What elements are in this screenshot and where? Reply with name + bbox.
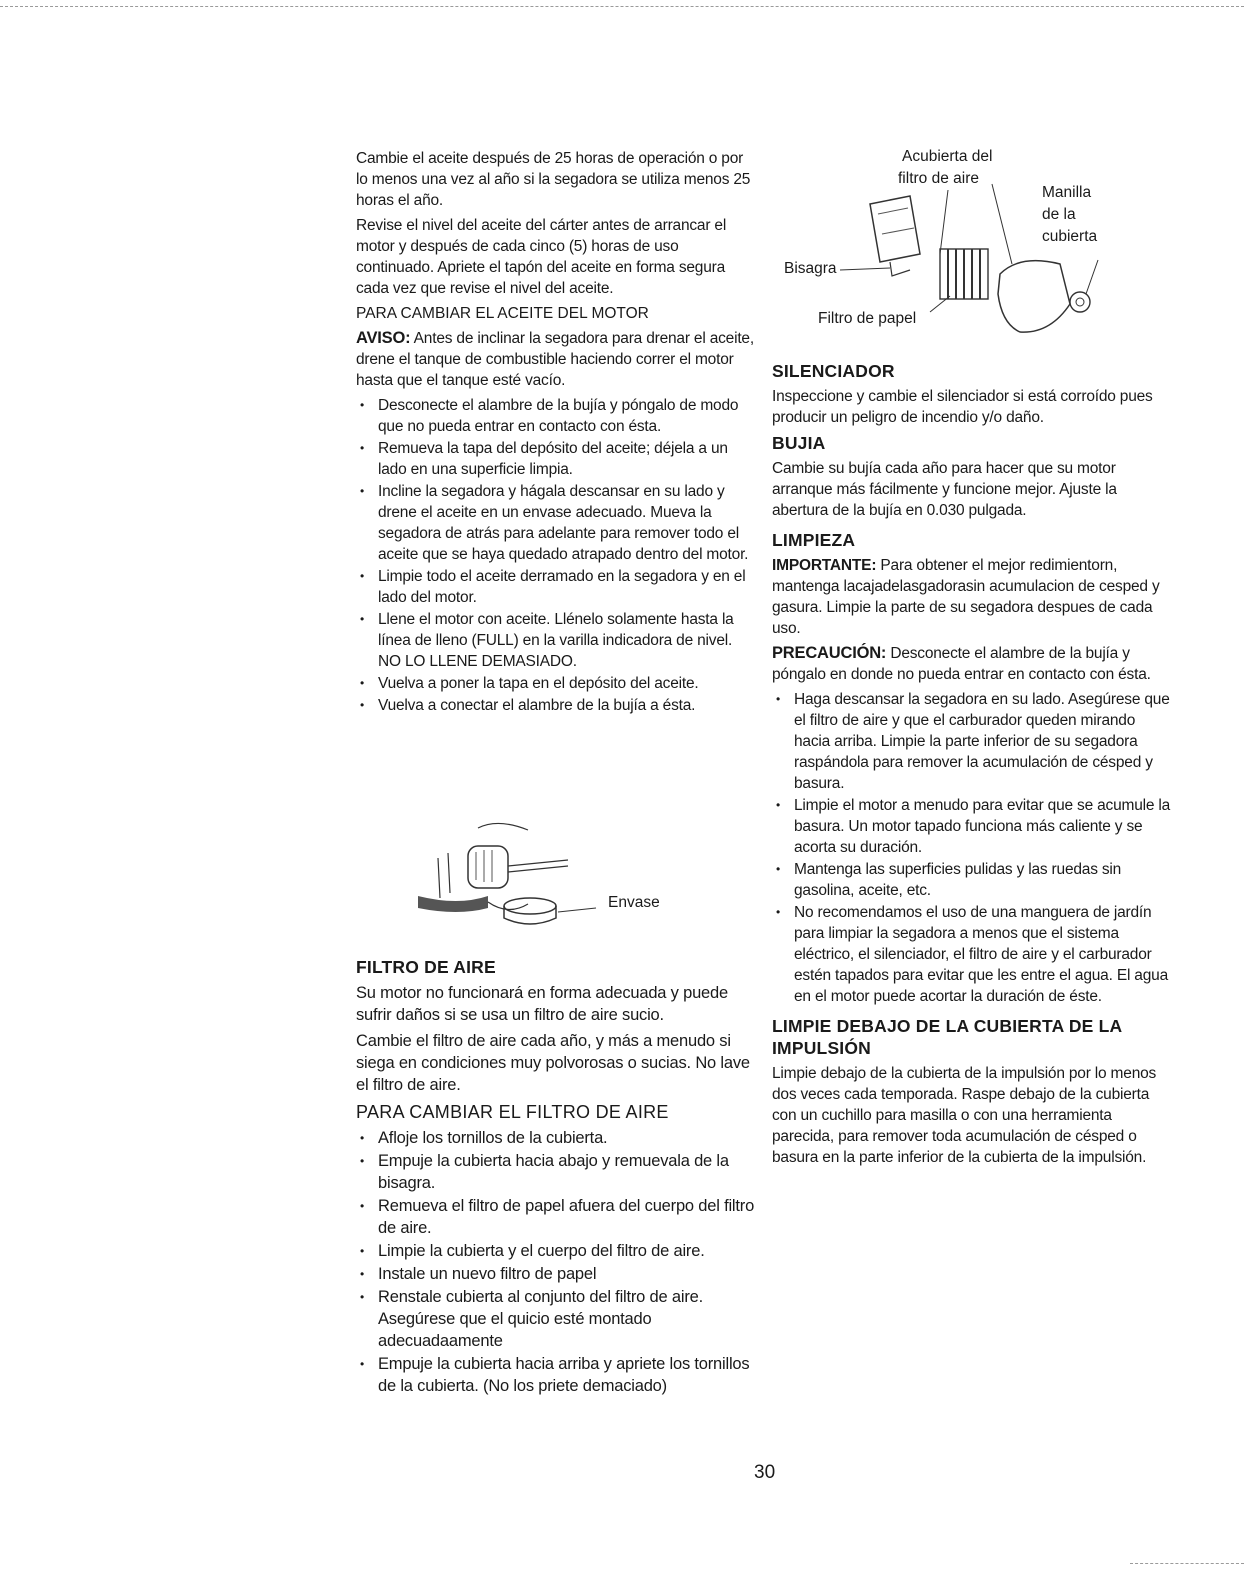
page-number: 30 (754, 1462, 776, 1483)
label-paper-filter: Filtro de papel (818, 310, 917, 327)
oil-change-heading: PARA CAMBIAR EL ACEITE DEL MOTOR (356, 305, 649, 322)
label-handle-line-1: Manilla (1042, 184, 1092, 201)
air-filter-figure (780, 144, 1140, 344)
label-cover-line-2: filtro de aire (898, 170, 979, 187)
figure-label-envase: Envase (608, 894, 660, 911)
air-filter-change-heading: PARA CAMBIAR EL FILTRO DE AIRE (356, 1102, 669, 1122)
air-filter-paragraph-2: Cambie el filtro de aire cada año, y más a menudo si siega en condiciones muy polvorosas o sucias. No lave el filtro de aire. (356, 1032, 750, 1094)
list-item: • Afloje los tornillos de la cubierta. (356, 1127, 756, 1149)
caution-lead: PRECAUCIÓN: (772, 644, 887, 662)
intro-paragraph-1: Cambie el aceite después de 25 horas de operación o por lo menos una vez al año si la segadora se utiliza menos 25 horas el año. (356, 150, 751, 209)
caution-text: Desconecte el alambre de la bujía y póngalo en donde no pueda entrar en contacto con ésta. (772, 645, 1151, 683)
deck-cleaning-heading: LIMPIE DEBAJO DE LA CUBIERTA DE LA IMPULSIÓN (772, 1016, 1122, 1058)
list-item: • Remueva el filtro de papel afuera del cuerpo del filtro de aire. (356, 1195, 756, 1239)
oil-steps-list (356, 395, 756, 716)
list-item: • No recomendamos el uso de una manguera de jardín para limpiar la segadora a menos que el sistema eléctrico, el silenciador, el filtro de aire y el carburador estén tapados para evitar que les entre el agua. El agua en el motor puede acortar la duración de éste. (772, 902, 1172, 1007)
list-item: • Limpie todo el aceite derramado en la segadora y en el lado del motor. (356, 566, 756, 608)
label-handle-line-3: cubierta (1042, 228, 1098, 245)
top-dashed-rule (0, 6, 1244, 7)
deck-cleaning-paragraph: Limpie debajo de la cubierta de la impulsión por lo menos dos veces cada temporada. Raspe debajo de la cubierta con un cuchillo para masilla o con una herramienta parecida, para remover toda acumulación de césped o basura en la parte inferior de la cubierta de la impulsión. (772, 1065, 1157, 1166)
list-item: • Llene el motor con aceite. Llénelo solamente hasta la línea de lleno (FULL) en la varilla indicadora de nivel. NO LO LLENE DEMASIADO. (356, 609, 756, 672)
bottom-dashed-rule (1130, 1563, 1244, 1564)
spark-plug-paragraph: Cambie su bujía cada año para hacer que su motor arranque más fácilmente y funcione mejor. Ajuste la abertura de la bujía en 0.030 pulgada. (772, 460, 1117, 519)
muffler-paragraph: Inspeccione y cambie el silenciador si está corroído pues producir un peligro de incendio y/o daño. (772, 388, 1153, 426)
air-filter-heading: FILTRO DE AIRE (356, 957, 496, 977)
list-item: • Vuelva a conectar el alambre de la bujía a ésta. (356, 695, 756, 716)
right-column (772, 352, 1172, 1172)
mower-draining-illustration (418, 808, 598, 928)
list-item: • Remueva la tapa del depósito del aceite; déjela a un lado en una superficie limpia. (356, 438, 756, 480)
muffler-heading: SILENCIADOR (772, 361, 895, 381)
list-item: • Renstale cubierta al conjunto del filtro de aire. Asegúrese que el quicio esté montado adecuadaamente (356, 1286, 756, 1352)
oil-drain-figure (418, 808, 748, 948)
label-hinge: Bisagra (784, 260, 837, 277)
spark-plug-heading: BUJIA (772, 433, 826, 453)
list-item: • Empuje la cubierta hacia abajo y remuevala de la bisagra. (356, 1150, 756, 1194)
list-item: • Haga descansar la segadora en su lado. Asegúrese que el filtro de aire y que el carburador queden mirando hacia arriba. Limpie la parte inferior de su segadora raspándola para remover la acumulación de césped y basura. (772, 689, 1172, 794)
aviso-text: Antes de inclinar la segadora para drenar el aceite, drene el tanque de combustible haciendo correr el motor hasta que el tanque esté vacío. (356, 330, 754, 389)
important-lead: IMPORTANTE: (772, 557, 877, 574)
intro-paragraph-2: Revise el nivel del aceite del cárter antes de arrancar el motor y después de cada cinco (5) horas de uso continuado. Apriete el tapón del aceite en forma segura cada vez que revise el nivel del aceite. (356, 217, 727, 297)
list-item: • Empuje la cubierta hacia arriba y apriete los tornillos de la cubierta. (No los priete demaciado) (356, 1353, 756, 1397)
label-handle-line-2: de la (1042, 206, 1076, 223)
left-column (356, 148, 756, 1398)
important-paragraph (772, 555, 1172, 639)
cleaning-heading: LIMPIEZA (772, 530, 856, 550)
important-text: Para obtener el mejor redimientorn, mantenga lacajadelasgadorasin acumulacion de cesped y gasura. Limpie la parte de su segadora despues de cada uso. (772, 557, 1160, 637)
air-filter-paragraph-1: Su motor no funcionará en forma adecuada y puede sufrir daños si se usa un filtro de aire sucio. (356, 984, 728, 1024)
list-item: • Limpie el motor a menudo para evitar que se acumule la basura. Un motor tapado funciona más caliente y se acorta su duración. (772, 795, 1172, 858)
list-item: • Incline la segadora y hágala descansar en su lado y drene el aceite en un envase adecuado. Mueva la segadora de atrás para adelante para remover todo el aceite que se haya quedado atrapado dentro del motor. (356, 481, 756, 565)
cleaning-steps-list (772, 689, 1172, 1007)
list-item: • Desconecte el alambre de la bujía y póngalo de modo que no pueda entrar en contacto con ésta. (356, 395, 756, 437)
list-item: • Instale un nuevo filtro de papel (356, 1263, 756, 1285)
aviso-lead: AVISO: (356, 329, 411, 347)
air-steps-list (356, 1127, 756, 1397)
list-item: • Vuelva a poner la tapa en el depósito del aceite. (356, 673, 756, 694)
list-item: • Mantenga las superficies pulidas y las ruedas sin gasolina, aceite, etc. (772, 859, 1172, 901)
caution-paragraph (772, 643, 1172, 685)
label-cover-line-1: Acubierta del (902, 148, 993, 165)
list-item: • Limpie la cubierta y el cuerpo del filtro de aire. (356, 1240, 756, 1262)
aviso-paragraph (356, 328, 756, 391)
